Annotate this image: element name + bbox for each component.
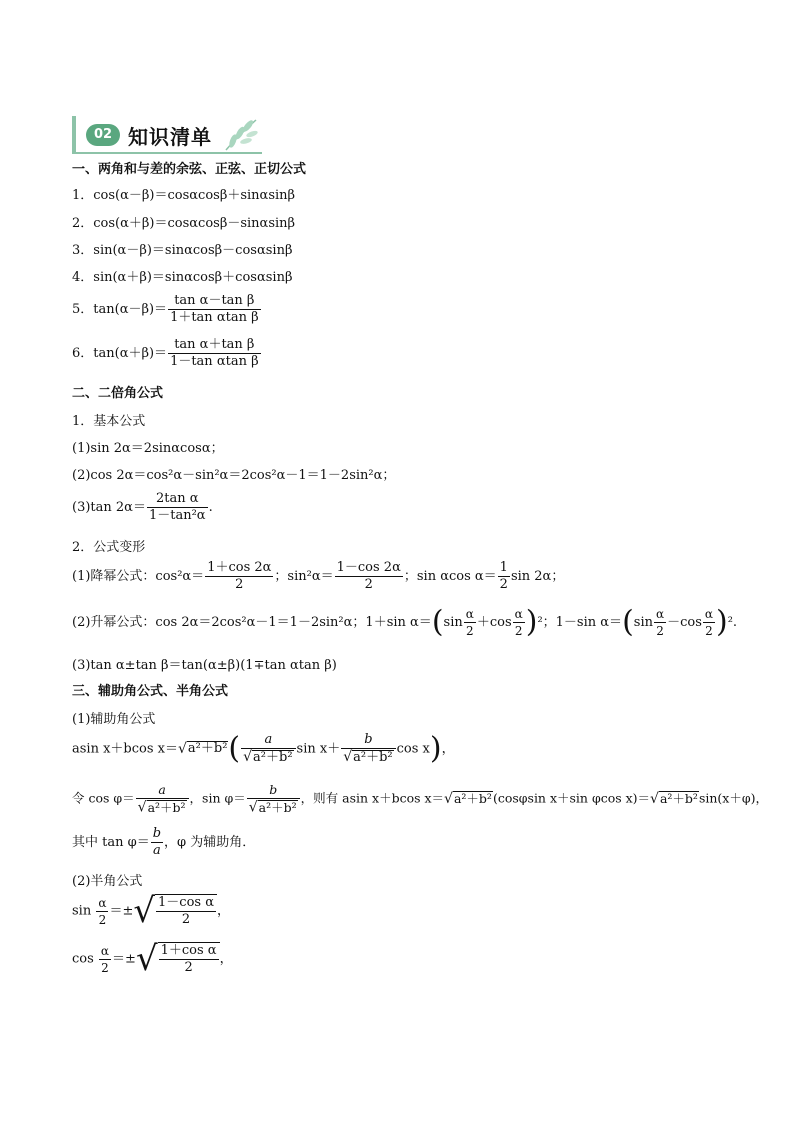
aux-right-paren: ) bbox=[429, 730, 442, 766]
tan-phi-label: 其中 tan φ＝ bbox=[72, 835, 150, 850]
half-cos-alpha bbox=[99, 943, 111, 976]
half-sin-radicand bbox=[155, 894, 217, 928]
power-reduction-label: (1)降幂公式：cos²α＝ bbox=[72, 569, 205, 584]
half-angle-cos bbox=[72, 939, 233, 979]
half-cos-alpha-num: α bbox=[100, 943, 110, 958]
aux-fraction-b bbox=[341, 732, 395, 766]
tan-phi-fraction bbox=[151, 826, 163, 859]
alpha-half-2 bbox=[513, 606, 525, 639]
half-sin-radical bbox=[133, 891, 217, 931]
sqrt-sign-7: √ bbox=[650, 790, 659, 807]
half-sin-alpha-den: 2 bbox=[96, 911, 108, 928]
half-angle-sin bbox=[72, 891, 231, 931]
right-paren: ) bbox=[525, 604, 538, 640]
let-result: sin(x＋φ)， bbox=[698, 790, 768, 806]
sqrt-sign: √ bbox=[177, 740, 187, 757]
alpha-half-1 bbox=[464, 606, 476, 639]
aux-fraction-b-radicand: a²＋b² bbox=[353, 749, 393, 765]
let-sin-num: b bbox=[269, 782, 278, 797]
sec2-sub1: 1．基本公式 bbox=[72, 414, 146, 429]
tan-sum-variation: (3)tan α±tan β＝tan(α±β)(1∓tan αtan β) bbox=[72, 658, 337, 673]
alpha-half-1-num: α bbox=[465, 607, 474, 621]
sec3-heading: 三、辅助角公式、半角公式 bbox=[72, 684, 229, 699]
power-raise-sin-1: sin bbox=[443, 615, 463, 630]
sincos-end: sin 2α； bbox=[510, 569, 565, 584]
let-cos-radicand: a²＋b² bbox=[147, 800, 186, 815]
half-sin-fn: sin bbox=[72, 903, 92, 919]
section-title: 知识清单 bbox=[128, 125, 212, 149]
half-cos-fraction bbox=[159, 943, 219, 976]
formula-6-denominator: 1－tan αtan β bbox=[170, 354, 259, 369]
half-sin-num: 1－cos α bbox=[158, 895, 214, 910]
power-raise-formulas bbox=[72, 606, 737, 639]
aux-sin: sin x＋ bbox=[296, 741, 341, 757]
header-accent-bar bbox=[72, 116, 76, 154]
aux-lhs: asin x＋bcos x＝ bbox=[72, 741, 178, 757]
left-paren: ( bbox=[431, 604, 444, 640]
half-cos-eq: ＝± bbox=[112, 951, 136, 967]
let-cos-fraction bbox=[136, 782, 189, 816]
half-sin-fraction bbox=[156, 895, 216, 928]
sec2-heading: 二、二倍角公式 bbox=[72, 386, 164, 401]
sin-sq-label: ；sin²α＝ bbox=[274, 569, 334, 584]
let-sin-radicand: a²＋b² bbox=[258, 800, 297, 815]
double-angle-cos: (2)cos 2α＝cos²α－sin²α＝2cos²α－1＝1－2sin²α； bbox=[72, 468, 396, 483]
sqrt-sign-2: √ bbox=[243, 749, 253, 765]
left-paren-2: ( bbox=[622, 604, 634, 640]
aux-left-paren: ( bbox=[228, 730, 241, 766]
power-raise-minus-cos: －cos bbox=[667, 615, 702, 630]
formula-5-denominator: 1＋tan αtan β bbox=[170, 310, 259, 325]
aux-fraction-a-den bbox=[241, 748, 295, 766]
let-radicand-2: a²＋b² bbox=[659, 791, 698, 807]
half-numerator: 1 bbox=[499, 560, 508, 575]
aux-fraction-a bbox=[241, 732, 295, 766]
half-sin-end: ， bbox=[217, 903, 231, 919]
sec1-heading: 一、两角和与差的余弦、正弦、正切公式 bbox=[72, 162, 307, 177]
half-sin-den: 2 bbox=[156, 911, 216, 928]
sin-sq-fraction bbox=[335, 560, 403, 593]
formula-6-fraction bbox=[168, 337, 261, 370]
formula-5-lhs: 5．tan(α－β)＝ bbox=[72, 302, 168, 317]
alpha-half-3-den: 2 bbox=[654, 622, 666, 639]
alpha-half-2-den: 2 bbox=[513, 622, 525, 639]
aux-cos: cos x bbox=[396, 741, 430, 757]
formula-5 bbox=[72, 293, 262, 326]
auxiliary-angle-tan bbox=[72, 826, 255, 859]
aux-fraction-b-den bbox=[341, 748, 395, 766]
alpha-half-4 bbox=[703, 606, 715, 639]
section-number-badge: 02 bbox=[86, 124, 120, 146]
power-raise-sin-2: sin bbox=[633, 615, 653, 630]
half-cos-fn: cos bbox=[72, 951, 94, 967]
sec3-sub2: (2)半角公式 bbox=[72, 874, 143, 889]
sqrt-sign-6: √ bbox=[444, 790, 453, 807]
double-angle-tan-lhs: (3)tan 2α＝ bbox=[72, 500, 146, 515]
formula-2: 2．cos(α＋β)＝cosαcosβ－sinαsinβ bbox=[72, 216, 296, 231]
right-paren-2: ) bbox=[715, 604, 728, 640]
sec2-sub2: 2．公式变形 bbox=[72, 540, 146, 555]
half-fraction bbox=[498, 560, 510, 593]
formula-3: 3．sin(α－β)＝sinαcosβ－cosαsinβ bbox=[72, 243, 293, 258]
aux-fraction-b-num: b bbox=[364, 732, 373, 747]
alpha-half-3 bbox=[654, 606, 666, 639]
half-sin-alpha bbox=[96, 895, 108, 928]
formula-1: 1．cos(α－β)＝cosαcosβ＋sinαsinβ bbox=[72, 188, 296, 203]
half-denominator: 2 bbox=[499, 577, 508, 592]
let-sin-den bbox=[247, 798, 300, 816]
let-radicand-1: a²＋b² bbox=[453, 791, 492, 807]
sincos-label: ；sin αcos α＝ bbox=[403, 569, 497, 584]
power-reduction-formulas bbox=[72, 560, 564, 593]
auxiliary-angle-formula bbox=[72, 732, 455, 766]
formula-5-fraction bbox=[168, 293, 261, 326]
let-then: ，则有 asin x＋bcos x＝ bbox=[300, 790, 445, 806]
half-cos-radicand bbox=[158, 942, 220, 976]
double-angle-tan-end: . bbox=[208, 500, 213, 515]
formula-6-lhs: 6．tan(α＋β)＝ bbox=[72, 346, 168, 361]
sqrt-sign-3: √ bbox=[343, 749, 353, 765]
let-cos-num: a bbox=[158, 782, 166, 797]
tan-phi-end: ，φ 为辅助角． bbox=[164, 835, 256, 850]
cos-sq-denominator: 2 bbox=[205, 576, 273, 593]
double-angle-sin: (1)sin 2α＝2sinαcosα； bbox=[72, 441, 224, 456]
half-cos-end: ， bbox=[219, 951, 233, 967]
aux-fraction-a-num: a bbox=[264, 732, 273, 747]
let-sin: ，sin φ＝ bbox=[189, 790, 246, 806]
let-cos: 令 cos φ＝ bbox=[72, 790, 135, 806]
aux-end: ， bbox=[441, 741, 455, 757]
power-raise-mid: ²；1－sin α＝ bbox=[537, 615, 623, 630]
aux-radicand: a²＋b² bbox=[187, 741, 228, 757]
sqrt-sign-5: √ bbox=[248, 799, 258, 816]
double-angle-tan bbox=[72, 491, 213, 524]
aux-fraction-a-radicand: a²＋b² bbox=[253, 749, 293, 765]
let-expansion: (cosφsin x＋sin φcos x)＝ bbox=[492, 790, 651, 806]
let-sin-fraction bbox=[247, 782, 300, 816]
header-underline bbox=[72, 152, 262, 154]
formula-6-numerator: tan α＋tan β bbox=[174, 337, 255, 352]
power-raise-plus-cos: ＋cos bbox=[476, 615, 512, 630]
formula-5-numerator: tan α－tan β bbox=[174, 293, 255, 308]
formula-6 bbox=[72, 337, 262, 370]
radical-sign-2: √ bbox=[135, 939, 158, 979]
power-raise-label: (2)升幂公式：cos 2α＝2cos²α－1＝1－2sin²α；1＋sin α＝ bbox=[72, 615, 432, 630]
leaf-decoration-icon bbox=[218, 116, 262, 152]
half-cos-radical bbox=[135, 939, 220, 979]
sqrt-sign-4: √ bbox=[137, 799, 147, 816]
let-cos-den bbox=[136, 798, 189, 816]
half-cos-alpha-den: 2 bbox=[99, 959, 111, 976]
alpha-half-3-num: α bbox=[655, 607, 665, 621]
sin-sq-denominator: 2 bbox=[335, 576, 403, 593]
power-raise-end: ². bbox=[727, 615, 738, 630]
cos-sq-numerator: 1＋cos 2α bbox=[207, 560, 272, 575]
formula-4: 4．sin(α＋β)＝sinαcosβ＋cosαsinβ bbox=[72, 270, 293, 285]
alpha-half-2-num: α bbox=[514, 607, 523, 621]
section-header bbox=[72, 116, 272, 156]
cos-sq-fraction bbox=[205, 560, 273, 593]
tan-phi-den: a bbox=[151, 842, 163, 859]
double-angle-tan-fraction bbox=[147, 491, 208, 524]
half-cos-num: 1＋cos α bbox=[160, 943, 217, 958]
auxiliary-angle-let bbox=[72, 782, 768, 816]
half-sin-eq: ＝± bbox=[109, 903, 134, 919]
tan-phi-num: b bbox=[152, 826, 162, 841]
alpha-half-4-den: 2 bbox=[703, 622, 715, 639]
alpha-half-4-num: α bbox=[704, 607, 713, 621]
alpha-half-1-den: 2 bbox=[464, 622, 476, 639]
double-angle-tan-denominator: 1－tan²α bbox=[148, 508, 206, 523]
sec3-sub1: (1)辅助角公式 bbox=[72, 712, 156, 727]
double-angle-tan-numerator: 2tan α bbox=[155, 491, 199, 506]
half-cos-den: 2 bbox=[159, 959, 219, 976]
half-sin-alpha-num: α bbox=[98, 895, 107, 910]
sin-sq-numerator: 1－cos 2α bbox=[336, 560, 401, 575]
radical-sign: √ bbox=[133, 891, 156, 931]
